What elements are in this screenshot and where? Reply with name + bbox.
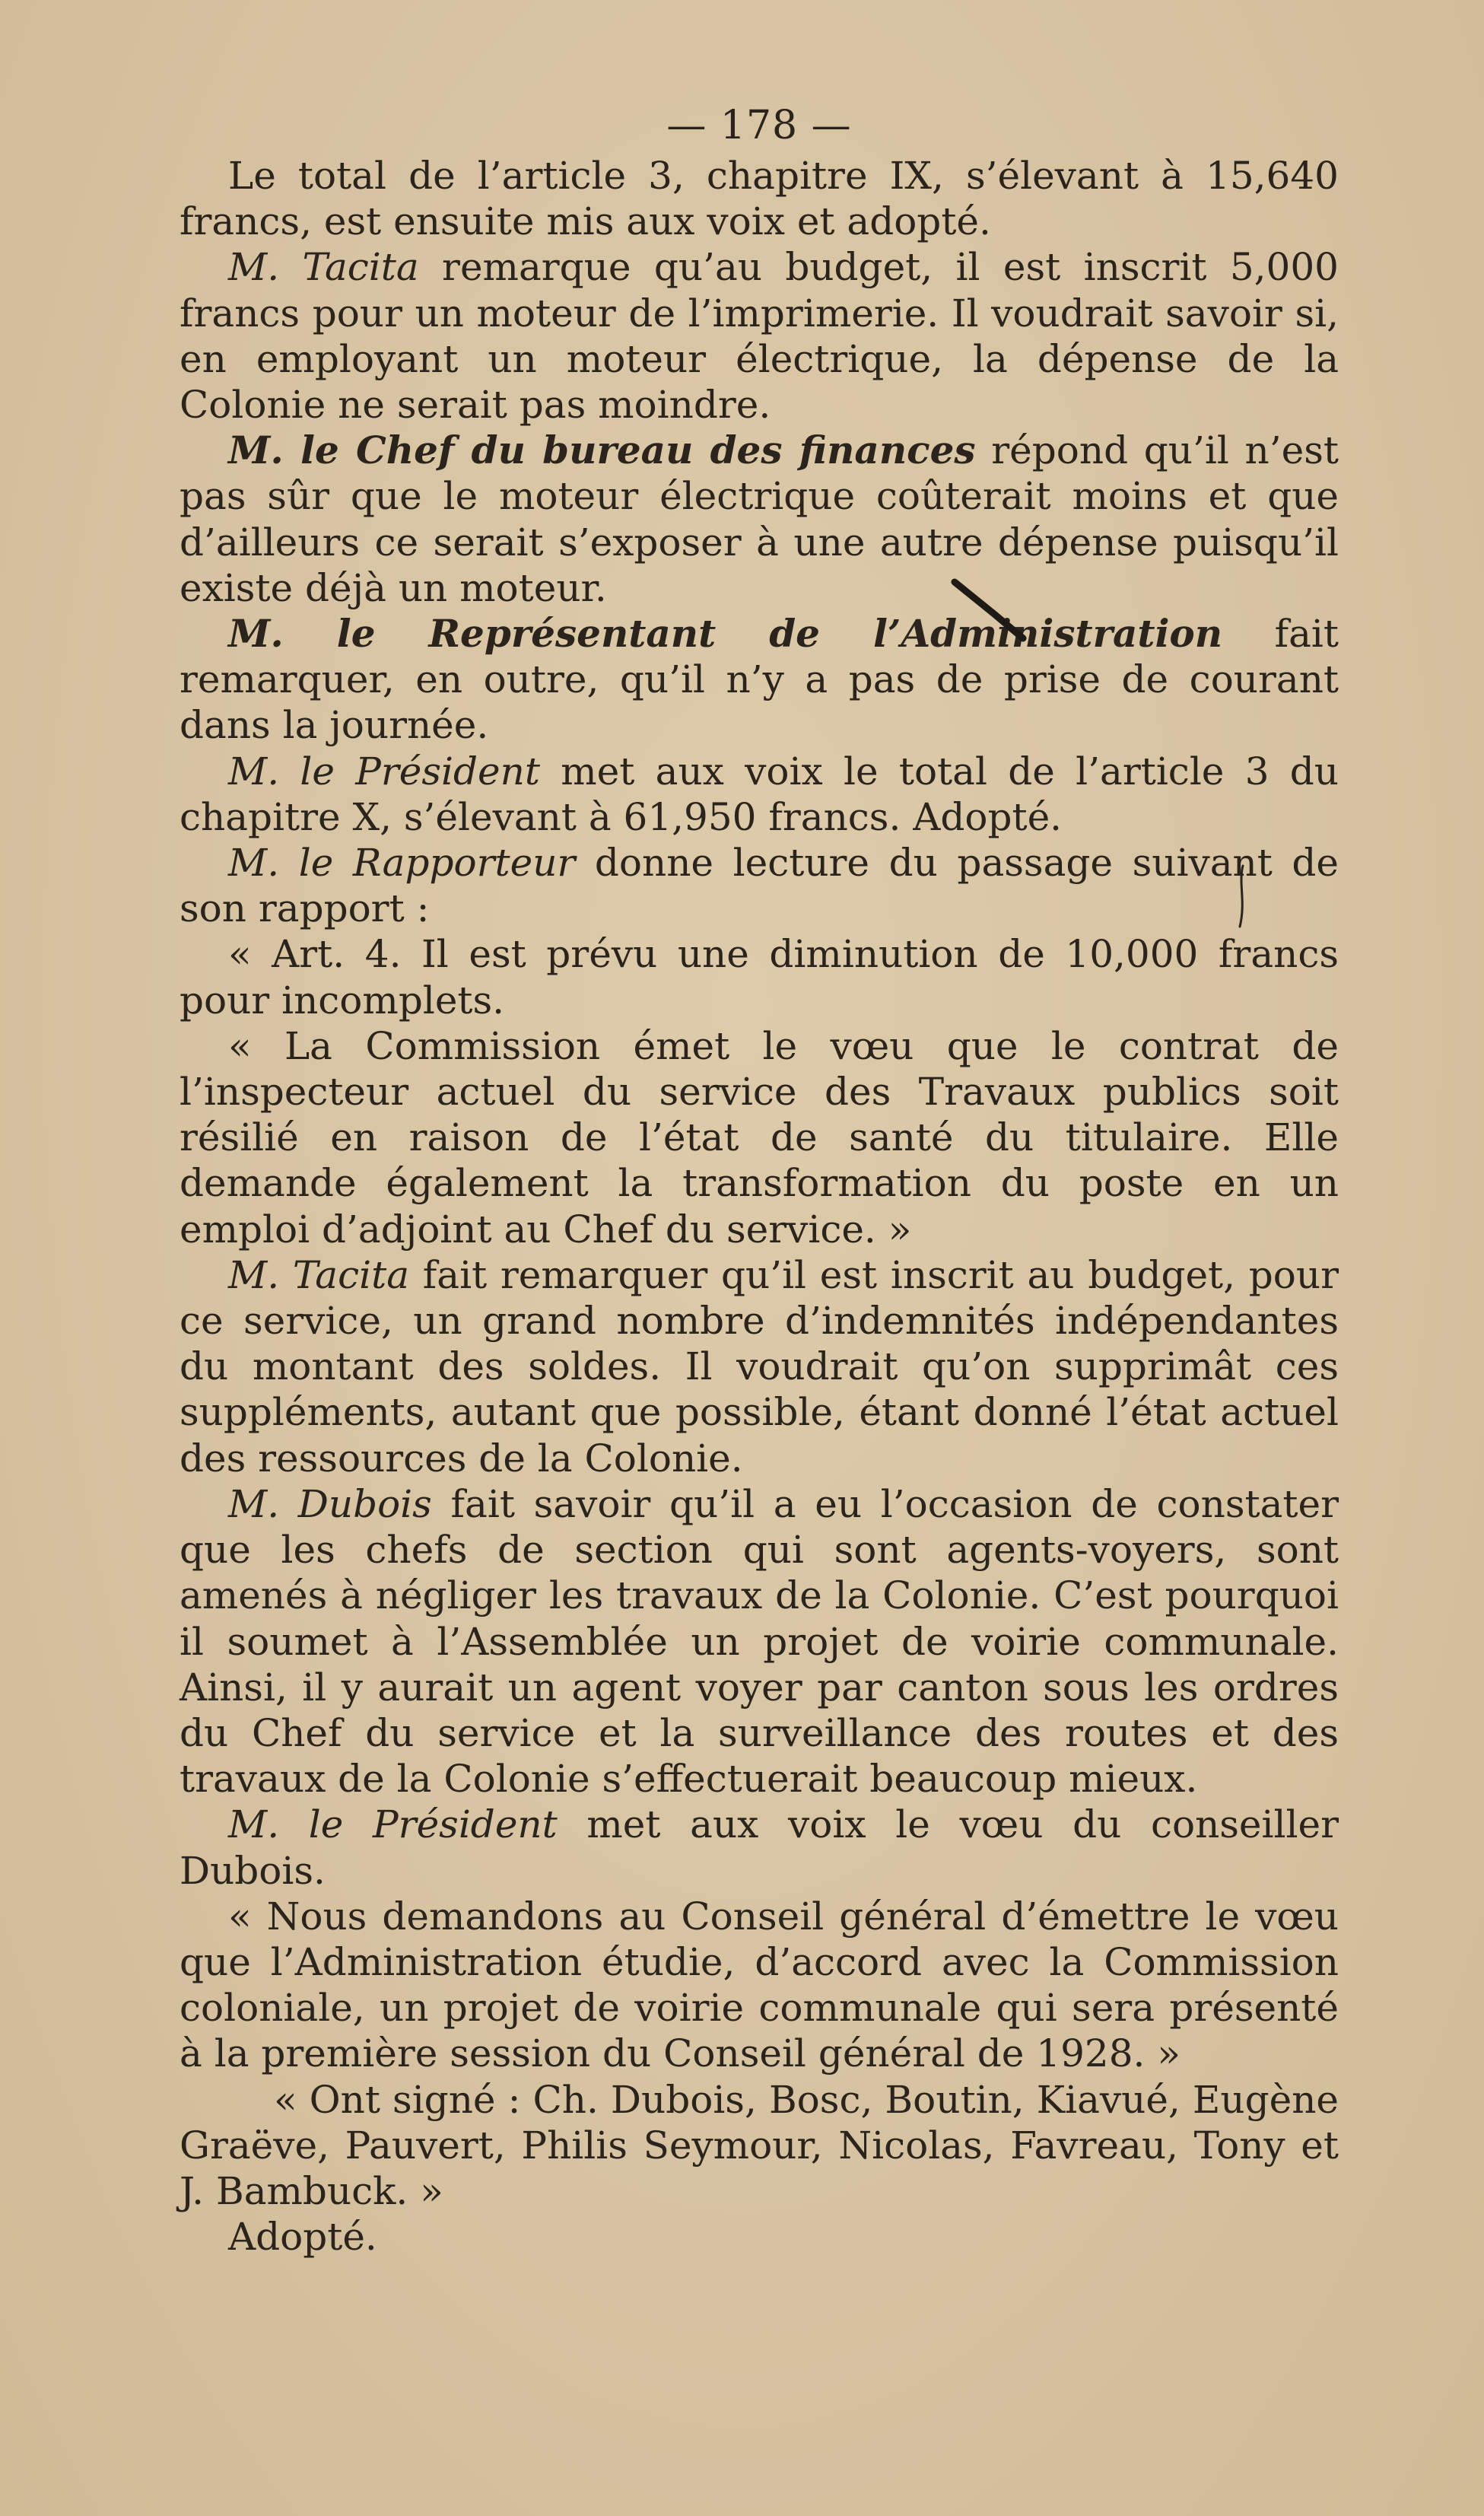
paragraph-text: « Art. 4. Il est prévu une diminution de 10,000 francs pour incomplets. [180, 932, 1339, 1023]
speaker-name: M. le Chef du bureau des finances [228, 428, 976, 473]
paragraph-text: « Ont signé : Ch. Dubois, Bosc, Boutin, Kiavué, Eugène Graëve, Pauvert, Philis Seymour, Nicolas, Favreau, Tony et J. Bambuck. » [180, 2077, 1339, 2213]
paragraph-text: Le total de l’article 3, chapitre IX, s’élevant à 15,640 francs, est ensuite mis aux voix et adopté. [180, 154, 1339, 244]
speaker-name: M. Dubois [228, 1481, 432, 1526]
speaker-name: M. le Représentant de l’Administration [228, 611, 1223, 657]
paragraph-text: fait remarquer qu’il est inscrit au budget, pour ce service, un grand nombre d’indemnités indépendantes du montant des soldes. Il voudrait qu’on supprimât ces suppléments, autant que possible, étant donné l’état actuel des ressources de la Colonie. [180, 1252, 1339, 1481]
paragraph [180, 749, 1339, 840]
paragraph [180, 1252, 1339, 1481]
speaker-name: M. Tacita [228, 245, 419, 290]
paragraph [180, 2077, 1339, 2215]
paragraph [180, 840, 1339, 931]
paragraph-text: répond qu’il n’est pas sûr que le moteur électrique coûterait moins et que d’ailleurs ce serait s’exposer à une autre dépense puisqu’il existe déjà un moteur. [180, 428, 1339, 610]
paragraph-text: « Nous demandons au Conseil général d’émettre le vœu que l’Administration étudie, d’accord avec la Commission coloniale, un projet de voirie communale qui sera présenté à la première session du Conseil général de 1928. » [180, 1894, 1339, 2076]
paragraph [180, 244, 1339, 428]
paragraph [180, 1894, 1339, 2077]
paragraph-text: Adopté. [228, 2215, 377, 2260]
speaker-name: M. le Rapporteur [228, 841, 576, 886]
paragraph-text: donne lecture du passage suivant de son rapport : [180, 841, 1339, 931]
speaker-name: M. Tacita [228, 1252, 410, 1297]
paragraph [180, 1023, 1339, 1252]
paragraph [180, 428, 1339, 611]
paragraph-text: « La Commission émet le vœu que le contrat de l’inspecteur actuel du service des Travaux publics soit résilié en raison de l’état de santé du titulaire. Elle demande également la transformation du poste en un emploi d’adjoint au Chef du service. » [180, 1023, 1339, 1252]
page-number: — 178 — [666, 103, 852, 148]
speaker-name: M. le Président [228, 749, 540, 794]
paragraph-text: met aux voix le vœu du conseiller Dubois. [180, 1802, 1339, 1893]
paragraph [180, 611, 1339, 749]
paragraph [180, 153, 1339, 244]
paragraph-text: fait savoir qu’il a eu l’occasion de constater que les chefs de section qui sont agents-voyers, sont amenés à négliger les travaux de la Colonie. C’est pourquoi il soumet à l’Assemblée un projet de voirie communale. Ainsi, il y aurait un agent voyer par canton sous les ordres du Chef du service et la surveillance des routes et des travaux de la Colonie s’effectuerait beaucoup mieux. [180, 1481, 1339, 1802]
paragraph-text: remarque qu’au budget, il est inscrit 5,000 francs pour un moteur de l’imprimerie. Il voudrait savoir si, en employant un moteur électrique, la dépense de la Colonie ne serait pas moindre. [180, 245, 1339, 428]
paragraph [180, 1802, 1339, 1893]
paragraph-text: met aux voix le total de l’article 3 du chapitre X, s’élevant à 61,950 francs. Adopté. [180, 749, 1339, 839]
paragraph [180, 1481, 1339, 1802]
speaker-name: M. le Président [228, 1802, 558, 1847]
paragraph-text: fait remarquer, en outre, qu’il n’y a pas de prise de courant dans la journée. [180, 612, 1339, 748]
paragraph [180, 2214, 1339, 2260]
paragraph [180, 931, 1339, 1023]
body-text [180, 153, 1339, 2260]
document-page [180, 103, 1339, 2260]
